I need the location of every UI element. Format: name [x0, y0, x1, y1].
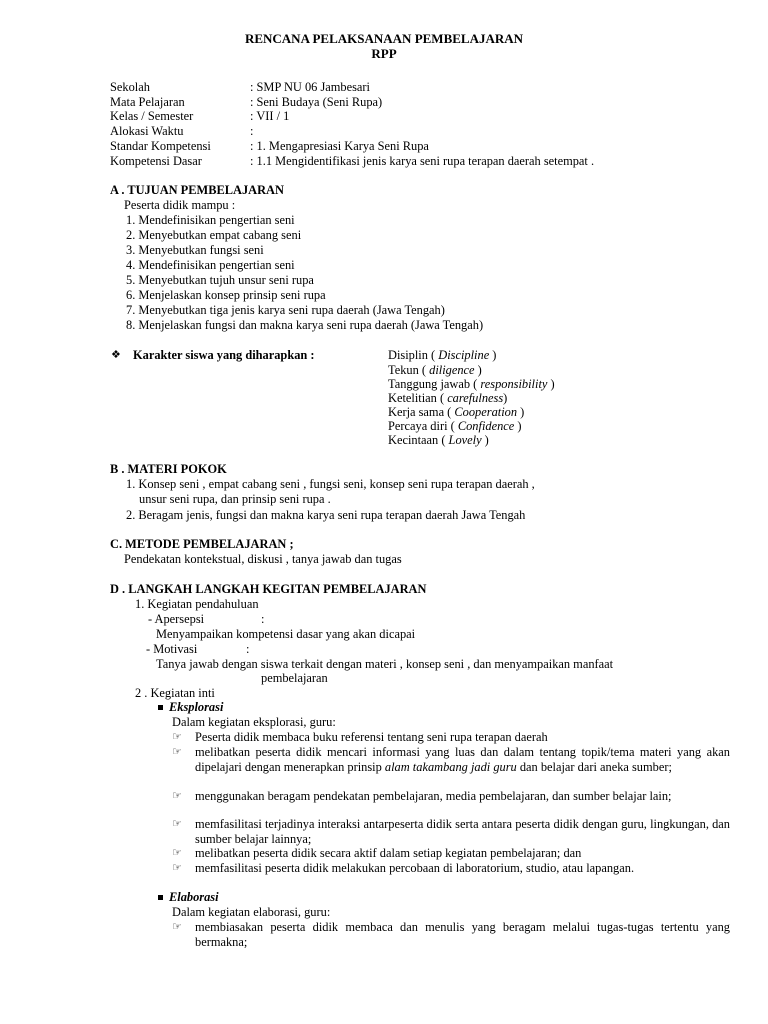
- identity-label-kelas: Kelas / Semester: [110, 109, 194, 123]
- eksplorasi-point: melibatkan peserta didik mencari informasi yang luas dan dalam tentang topik/tema materi yang akan dipelajari dengan menerapkan prinsip alam takambang jadi guru dan belajar dari aneka sumber;: [195, 745, 730, 774]
- document-subtitle: RPP: [371, 46, 397, 61]
- eksplorasi-point: melibatkan peserta didik secara aktif dalam setiap kegiatan pembelajaran; dan: [195, 846, 582, 860]
- section-c-heading: C. METODE PEMBELAJARAN ;: [110, 537, 294, 551]
- karakter-trait: Kerja sama ( Cooperation ): [388, 405, 525, 419]
- diamond-bullet-icon: ❖: [111, 348, 121, 361]
- apersepsi-text: Menyampaikan kompetensi dasar yang akan dicapai: [156, 627, 416, 641]
- eksplorasi-intro: Dalam kegiatan eksplorasi, guru:: [172, 715, 336, 729]
- karakter-label: Karakter siswa yang diharapkan :: [133, 348, 315, 362]
- karakter-trait: Tanggung jawab ( responsibility ): [388, 377, 555, 391]
- elaborasi-point: membiasakan peserta didik membaca dan menulis yang beragam melalui tugas-tugas tertentu yang bermakna;: [195, 920, 730, 949]
- document-title: RENCANA PELAKSANAAN PEMBELAJARAN: [244, 31, 524, 46]
- section-a-heading: A . TUJUAN PEMBELAJARAN: [110, 183, 284, 197]
- tujuan-item: 7. Menyebutkan tiga jenis karya seni rupa daerah (Jawa Tengah): [126, 303, 445, 317]
- hand-pointer-icon: ☞: [172, 817, 182, 830]
- tujuan-item: 6. Menjelaskan konsep prinsip seni rupa: [126, 288, 326, 302]
- identity-label-mapel: Mata Pelajaran: [110, 95, 185, 109]
- identity-value-kd: : 1.1 Mengidentifikasi jenis karya seni rupa terapan daerah setempat .: [250, 154, 595, 168]
- section-d-heading: D . LANGKAH LANGKAH KEGITAN PEMBELAJARAN: [110, 582, 427, 596]
- materi-item-continued: unsur seni rupa, dan prinsip seni rupa .: [139, 492, 331, 506]
- karakter-trait: Ketelitian ( carefulness): [388, 391, 508, 405]
- identity-label-kd: Kompetensi Dasar: [110, 154, 202, 168]
- section-a-intro: Peserta didik mampu :: [124, 198, 236, 212]
- elaborasi-heading: Elaborasi: [158, 890, 219, 905]
- identity-value-alokasi: :: [250, 124, 254, 138]
- eksplorasi-point: memfasilitasi peserta didik melakukan percobaan di laboratorium, studio, atau lapangan.: [195, 861, 635, 875]
- karakter-trait: Tekun ( diligence ): [388, 363, 482, 377]
- identity-label-sekolah: Sekolah: [110, 80, 150, 94]
- hand-pointer-icon: ☞: [172, 920, 182, 933]
- apersepsi-colon: :: [261, 612, 265, 626]
- identity-value-mapel: : Seni Budaya (Seni Rupa): [250, 95, 383, 109]
- motivasi-label: - Motivasi: [146, 642, 198, 656]
- eksplorasi-heading: Eksplorasi: [158, 700, 223, 715]
- tujuan-item: 8. Menjelaskan fungsi dan makna karya seni rupa daerah (Jawa Tengah): [126, 318, 484, 332]
- karakter-trait: Percaya diri ( Confidence ): [388, 419, 522, 433]
- motivasi-colon: :: [246, 642, 250, 656]
- motivasi-text-continued: pembelajaran: [261, 671, 328, 685]
- materi-item: 2. Beragam jenis, fungsi dan makna karya seni rupa terapan daerah Jawa Tengah: [126, 508, 526, 522]
- section-b-heading: B . MATERI POKOK: [110, 462, 227, 476]
- eksplorasi-point: memfasilitasi terjadinya interaksi antarpeserta didik serta antara peserta didik dengan guru, lingkungan, dan sumber belajar lainnya;: [195, 817, 730, 846]
- karakter-trait: Disiplin ( Discipline ): [388, 348, 497, 362]
- tujuan-item: 4. Mendefinisikan pengertian seni: [126, 258, 295, 272]
- motivasi-text: Tanya jawab dengan siswa terkait dengan materi , konsep seni , dan menyampaikan manfaat: [156, 657, 614, 671]
- tujuan-item: 1. Mendefinisikan pengertian seni: [126, 213, 295, 227]
- hand-pointer-icon: ☞: [172, 861, 182, 874]
- eksplorasi-point: menggunakan beragam pendekatan pembelajaran, media pembelajaran, dan sumber belajar lain;: [195, 789, 672, 803]
- identity-value-sk: : 1. Mengapresiasi Karya Seni Rupa: [250, 139, 429, 153]
- elaborasi-intro: Dalam kegiatan elaborasi, guru:: [172, 905, 331, 919]
- square-bullet-icon: [158, 895, 163, 900]
- hand-pointer-icon: ☞: [172, 846, 182, 859]
- tujuan-item: 2. Menyebutkan empat cabang seni: [126, 228, 302, 242]
- section-c-text: Pendekatan kontekstual, diskusi , tanya jawab dan tugas: [124, 552, 402, 566]
- tujuan-item: 5. Menyebutkan tujuh unsur seni rupa: [126, 273, 314, 287]
- karakter-trait: Kecintaan ( Lovely ): [388, 433, 489, 447]
- hand-pointer-icon: ☞: [172, 789, 182, 802]
- square-bullet-icon: [158, 705, 163, 710]
- identity-label-sk: Standar Kompetensi: [110, 139, 211, 153]
- identity-value-kelas: : VII / 1: [250, 109, 290, 123]
- hand-pointer-icon: ☞: [172, 730, 182, 743]
- identity-label-alokasi: Alokasi Waktu: [110, 124, 184, 138]
- identity-value-sekolah: : SMP NU 06 Jambesari: [250, 80, 371, 94]
- hand-pointer-icon: ☞: [172, 745, 182, 758]
- eksplorasi-point: Peserta didik membaca buku referensi tentang seni rupa terapan daerah: [195, 730, 548, 744]
- tujuan-item: 3. Menyebutkan fungsi seni: [126, 243, 264, 257]
- apersepsi-label: - Apersepsi: [148, 612, 205, 626]
- kegiatan-pendahuluan: 1. Kegiatan pendahuluan: [135, 597, 259, 611]
- materi-item: 1. Konsep seni , empat cabang seni , fungsi seni, konsep seni rupa terapan daerah ,: [126, 477, 535, 491]
- kegiatan-inti: 2 . Kegiatan inti: [135, 686, 215, 700]
